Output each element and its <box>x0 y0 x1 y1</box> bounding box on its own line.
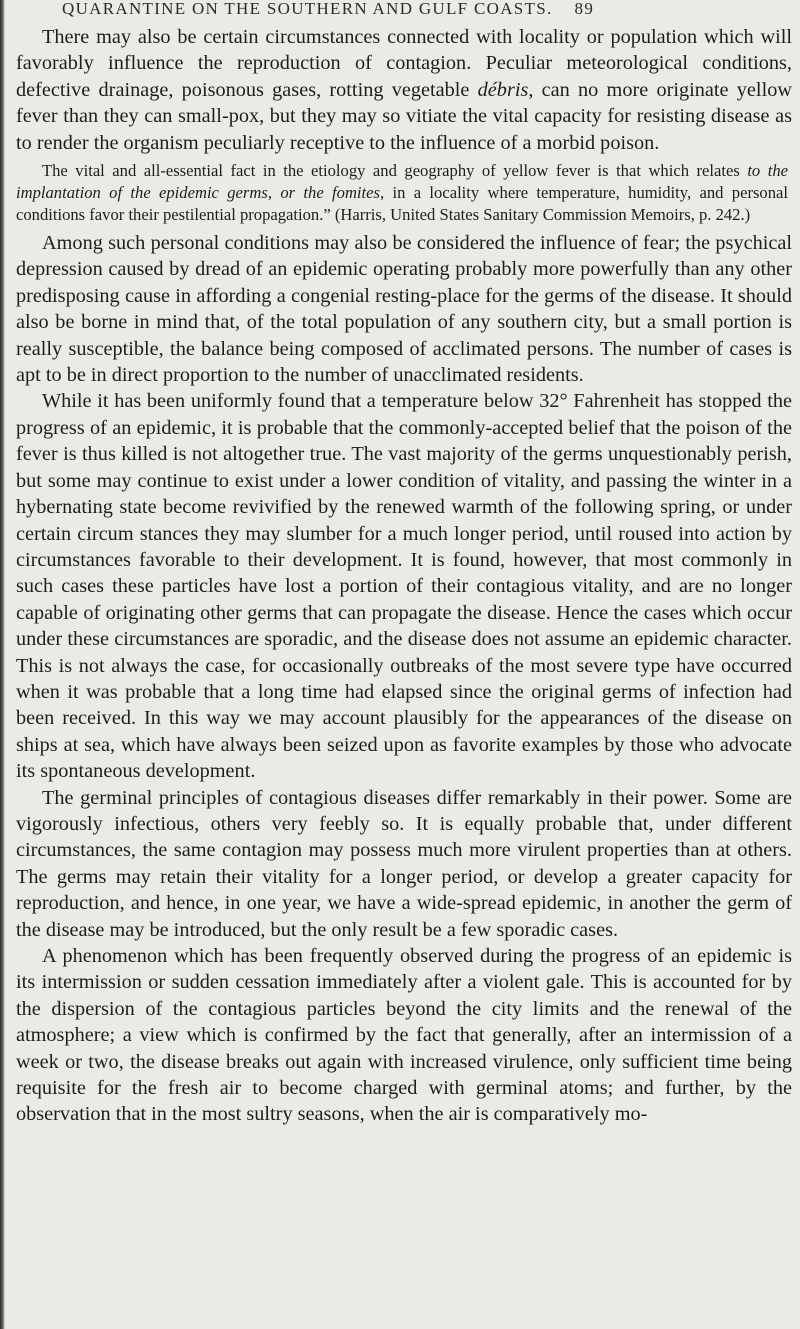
body-paragraph <box>16 943 792 1128</box>
body-paragraph <box>16 388 792 784</box>
italic-text-run: or the fomites <box>280 183 380 203</box>
text-run: The germinal principles of contagious diseases differ remarkably in their power. Some are vigorously infectious, others very feebly so. It is equally probable that, under different circumstances, the same contagion may possess much more virulent properties than at others. The germs may retain their vitality for a longer period, or develop a greater capacity for reproduction, and hence, in one year, we have a wide-spread epidemic, in another the germ of the disease may be introduced, but the only result be a few sporadic cases. <box>16 786 792 941</box>
running-head <box>16 0 792 24</box>
text-run: , can no more originate yellow fever than they can small-pox, but they may so vitiate the vital capacity for resisting disease as to render the organism peculiarly receptive to the influence of a morbid poison. <box>16 78 792 154</box>
book-page <box>16 0 792 1128</box>
text-run: , <box>267 183 281 203</box>
binding-edge <box>0 0 5 1329</box>
page-number: 89 <box>574 0 595 18</box>
body-paragraph <box>16 24 792 156</box>
block-quote-paragraph <box>16 160 792 226</box>
text-run: While it has been uniformly found that a temperature below 32° Fahrenheit has stopped the progress of an epidemic, it is probable that the commonly-accepted belief that the poison of the fever is thus killed is not altogether true. The vast majority of the germs unquestionably perish, but some may continue to exist under a lower condition of vitality, and passing the winter in a hybernating state become revivified by the renewed warmth of the following spring, or under certain circum stances they may slumber for a much longer period, until roused into action by circumstances favorable to their development. It is found, however, that most commonly in such cases these particles have lost a portion of their contagious vitality, and are no longer capable of originating other germs that can propagate the disease. Hence the cases which occur under these circumstances are sporadic, and the disease does not assume an epidemic character. This is not always the case, for occasionally outbreaks of the most severe type have occurred when it was probable that a long time had elapsed since the original germs of infection had been received. In this way we may account plausibly for the appearances of the disease on ships at sea, which have always been seized upon as favorite examples by those who advocate its spontaneous development. <box>16 390 792 783</box>
italic-text-run: débris <box>477 78 529 101</box>
body-paragraph <box>16 230 792 388</box>
italic-text-run: to the implantation of the epidemic germs <box>16 161 788 203</box>
text-run: , in a locality where temperature, humidity, and personal conditions favor their pestilential propagation.” (Harris, United States Sanitary Commission Memoirs, p. 242.) <box>16 183 789 225</box>
body-paragraph <box>16 785 792 943</box>
text-run: A phenomenon which has been frequently observed during the progress of an epidemic is its intermission or sudden cessation immediately after a violent gale. This is accounted for by the dispersion of the contagious particles beyond the city limits and the renewal of the atmosphere; a view which is confirmed by the fact that generally, after an intermission of a week or two, the disease breaks out again with increased virulence, only sufficient time being requisite for the fresh air to become charged with germinal atoms; and further, by the observation that in the most sultry seasons, when the air is comparatively mo- <box>16 945 792 1126</box>
running-head-title: QUARANTINE ON THE SOUTHERN AND GULF COASTS. <box>62 0 553 18</box>
text-run: The vital and all-essential fact in the etiology and geography of yellow fever is that which relates <box>42 161 748 181</box>
text-run: There may also be certain circumstances connected with locality or population which will favorably influence the reproduction of contagion. Peculiar meteorological conditions, defective drainage, poisonous gases, rotting vegetable <box>16 26 792 101</box>
page-text-body <box>16 24 792 1128</box>
text-run: Among such personal conditions may also be considered the influence of fear; the psychical depression caused by dread of an epidemic operating probably more powerfully than any other predisposing cause in affording a congenial resting-place for the germs of the disease. It should also be borne in mind that, of the total population of any southern city, but a small portion is really susceptible, the balance being composed of acclimated persons. The number of cases is apt to be in direct proportion to the number of unacclimated residents. <box>16 232 792 387</box>
